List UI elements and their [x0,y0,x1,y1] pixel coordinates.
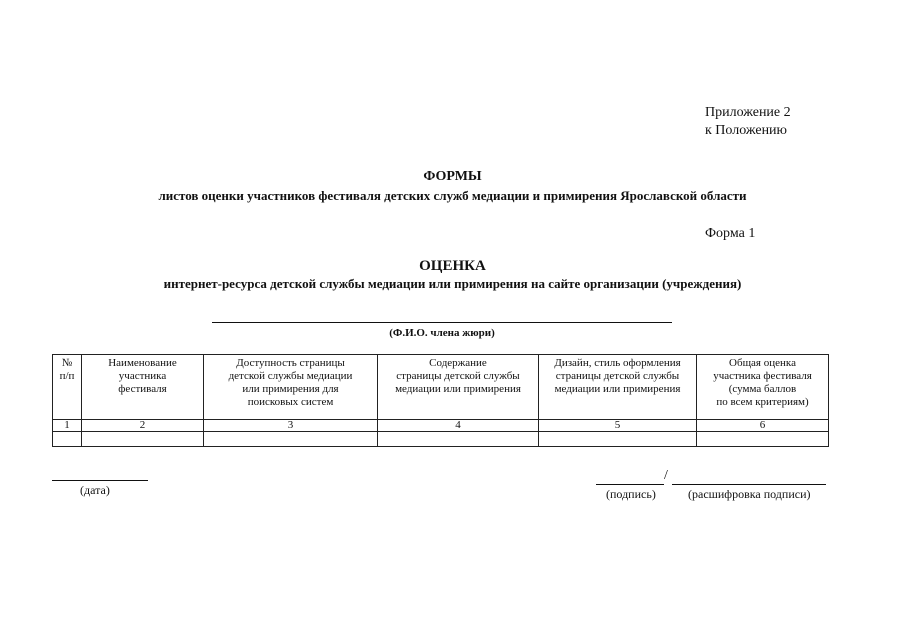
appendix-line-2: к Положению [705,123,788,138]
table-cell [697,432,829,447]
table-cell [204,432,378,447]
form-number: Форма 1 [705,226,756,241]
header-cell-content: Содержание страницы детской службы медиации или примирения [378,355,539,420]
signature-line [596,484,664,485]
jury-name-line [212,322,672,323]
table-cell [82,432,204,447]
date-line [52,480,148,481]
forms-subtitle: листов оценки участников фестиваля детских служб медиации и примирения Ярославской области [158,188,747,203]
appendix-note [705,104,791,140]
jury-name-label: (Ф.И.О. члена жюри) [389,327,495,339]
header-cell-number: № п/п [53,355,82,420]
header-cell-total: Общая оценка участника фестиваля (сумма баллов по всем критериям) [697,355,829,420]
signature-decoding-line [672,484,826,485]
evaluation-table [52,354,829,447]
column-number-cell: 5 [539,420,697,432]
forms-title: ФОРМЫ [423,169,482,184]
header-cell-design: Дизайн, стиль оформления страницы детской службы медиации или примирения [539,355,697,420]
signature-separator: / [664,468,668,483]
header-cell-participant: Наименование участника фестиваля [82,355,204,420]
column-number-cell: 1 [53,420,82,432]
appendix-line-1: Приложение 2 [705,105,791,120]
column-number-cell: 4 [378,420,539,432]
table-column-numbers-row [53,420,829,432]
header-cell-accessibility: Доступность страницы детской службы медиации или примирения для поисковых систем [204,355,378,420]
signature-label: (подпись) [606,487,656,501]
table-cell [378,432,539,447]
table-header-row [53,355,829,420]
table-cell [53,432,82,447]
evaluation-title: ОЦЕНКА [419,258,486,274]
table-cell [539,432,697,447]
column-number-cell: 2 [82,420,204,432]
signature-decoding-label: (расшифровка подписи) [688,487,811,501]
date-label: (дата) [80,483,110,497]
evaluation-subtitle: интернет-ресурса детской службы медиации или примирения на сайте организации (учреждения) [163,276,742,291]
column-number-cell: 3 [204,420,378,432]
table-row [53,432,829,447]
column-number-cell: 6 [697,420,829,432]
